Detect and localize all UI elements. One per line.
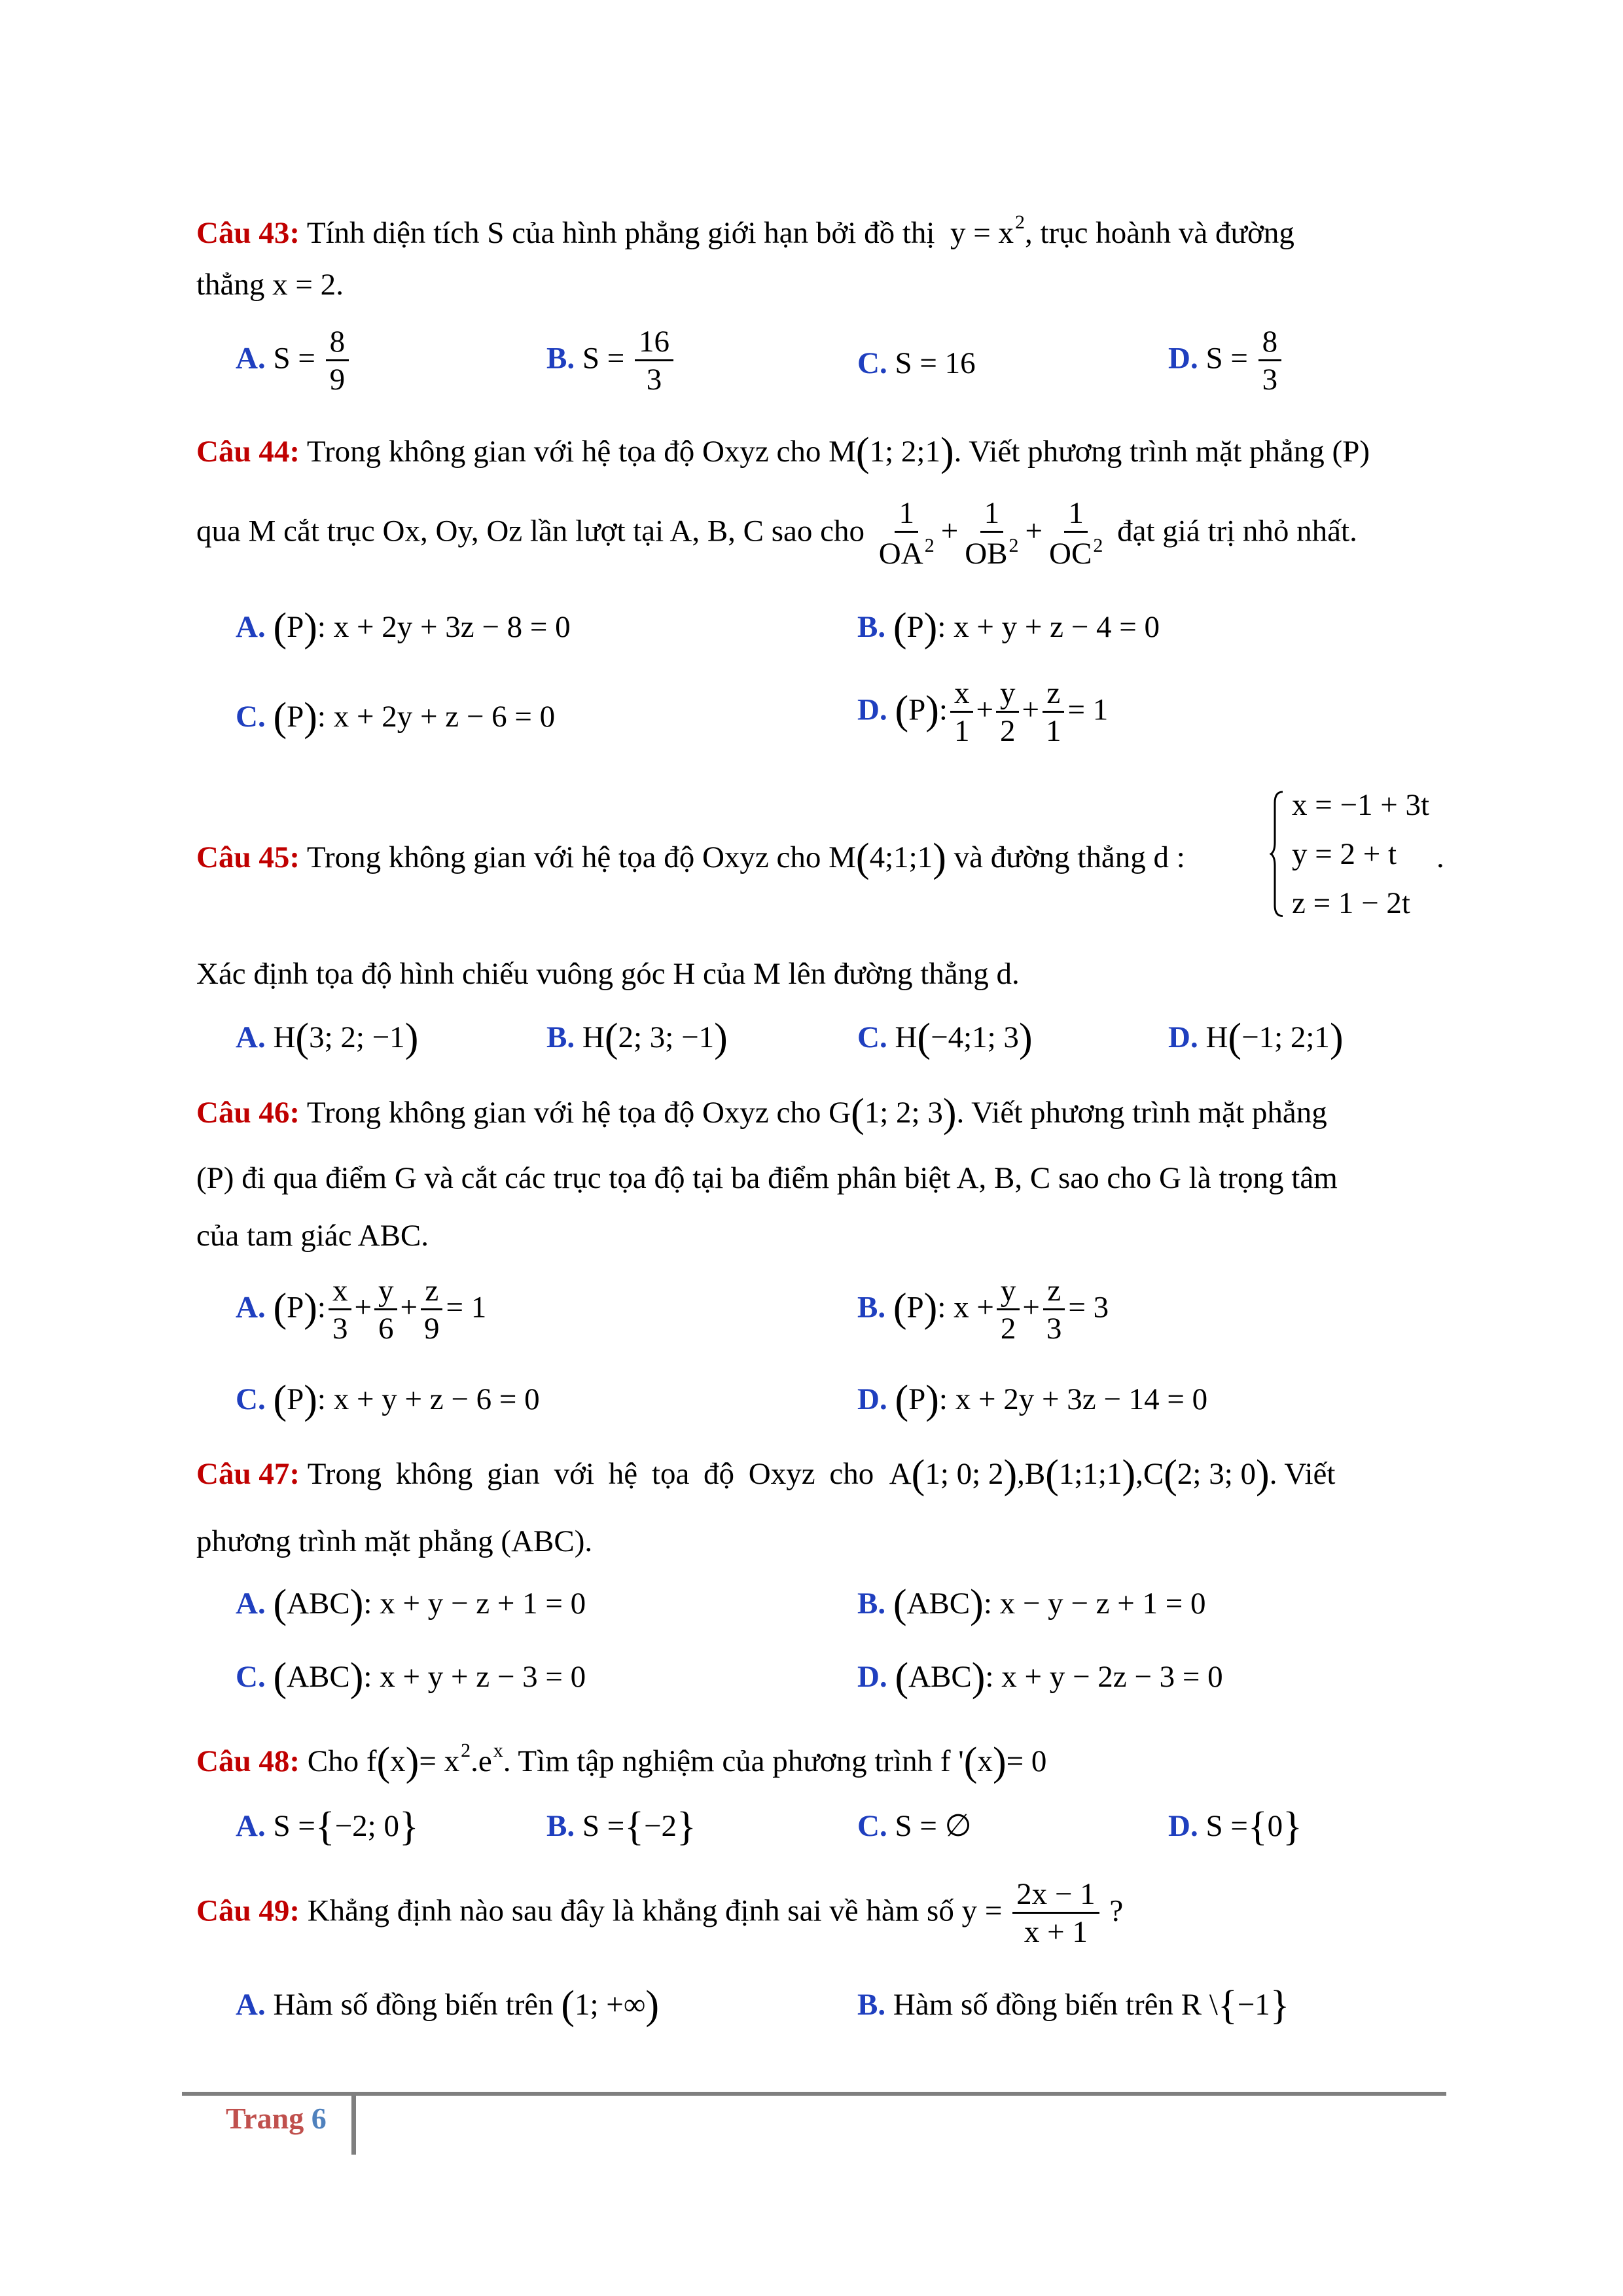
fraction: $\frac{z}{9}$ (420, 1275, 444, 1346)
q45-line2 (196, 954, 1020, 994)
q49-line1 (196, 1878, 1123, 1949)
q43-line2 (196, 265, 344, 304)
q46-option-c[interactable]: C. (P): x + y + z − 6 = 0 (236, 1378, 540, 1422)
q47-option-a[interactable]: A. (ABC): x + y − z + 1 = 0 (236, 1582, 586, 1626)
brace-icon (1270, 791, 1285, 922)
q46-point: G(1; 2; 3) (829, 1091, 957, 1136)
q46-text1: Trong không gian với hệ tọa độ Oxyz cho (306, 1096, 821, 1130)
q44-text3: qua M cắt trục Ox, Oy, Oz lần lượt tại A, B, C sao cho (196, 514, 865, 548)
q49-option-a[interactable]: A. Hàm số đồng biến trên (1; +∞) (236, 1983, 659, 2028)
q45-text3: Xác định tọa độ hình chiếu vuông góc H của M lên đường thẳng d. (196, 957, 1020, 991)
option-text: : x + 2y + z − 6 = 0 (317, 700, 556, 734)
q47-line1 (196, 1452, 1440, 1497)
q46-option-a[interactable]: A. (P): $\frac{x}{3}$ + $\frac{y}{6}$ + $\frac{z}{9}$ = 1 (236, 1274, 487, 1346)
option-letter: B. (857, 1290, 886, 1325)
plus-sign: + (1025, 514, 1043, 548)
q44-line1 (196, 430, 1370, 475)
option-letter: C. (857, 1020, 887, 1054)
q43-option-d[interactable] (1168, 326, 1284, 397)
footer-vertical-bar (351, 2096, 356, 2155)
fraction: $\frac{z}{1}$ (1042, 677, 1065, 748)
option-letter: A. (236, 1290, 266, 1325)
q48-option-a[interactable]: A. S ={−2; 0} (236, 1804, 419, 1849)
q49-y: y = (961, 1893, 1003, 1928)
q44-option-b[interactable]: B. (P): x + y + z − 4 = 0 (857, 605, 1160, 650)
q45-option-a[interactable]: A. H(3; 2; −1) (236, 1016, 419, 1060)
q45-system: x = −1 + 3t y = 2 + t z = 1 − 2t (1270, 785, 1440, 926)
option-letter: A. (236, 610, 266, 644)
q44-option-d[interactable]: D. (P): $\frac{x}{1}$ + $\frac{y}{2}$ + $\frac{z}{1}$ = 1 (857, 676, 1109, 749)
q43-eq2: x = 2 (272, 268, 336, 302)
q47-option-c[interactable]: C. (ABC): x + y + z − 3 = 0 (236, 1655, 586, 1700)
fraction: $\frac{8}{9}$ (326, 326, 349, 397)
q44-option-c[interactable]: C. (P): x + 2y + z − 6 = 0 (236, 695, 556, 740)
q43-text1: Tính diện tích S của hình phẳng giới hạn bởi đồ thị (306, 216, 935, 250)
q47-text1: Trong không gian với hệ tọa độ Oxyz cho (307, 1457, 874, 1491)
q47-text2: . Viết (1269, 1457, 1336, 1491)
q43-option-a[interactable] (236, 326, 351, 397)
q48-option-b[interactable]: B. S ={−2} (546, 1804, 696, 1849)
q43-text3: thẳng (196, 268, 265, 302)
option-letter: A. (236, 1587, 266, 1621)
q47-option-b[interactable]: B. (ABC): x − y − z + 1 = 0 (857, 1582, 1206, 1626)
q44-frac-ob: $\frac{1}{OB^2}$ (965, 496, 1019, 571)
q48-text2: . Tìm tập nghiệm của phương trình (503, 1744, 933, 1778)
option-letter: D. (1168, 341, 1198, 376)
q46-text4: của tam giác ABC. (196, 1219, 429, 1253)
q44-text2: . Viết phương trình mặt phẳng (P) (954, 435, 1370, 469)
option-letter: B. (546, 1020, 575, 1054)
page-number: 6 (311, 2102, 327, 2135)
q47-label: Câu 47: (196, 1457, 300, 1491)
q47-text3: phương trình mặt phẳng (ABC). (196, 1524, 593, 1558)
q44-frac-oc: $\frac{1}{OC^2}$ (1049, 496, 1103, 571)
q43-option-c[interactable] (857, 344, 976, 383)
option-letter: A. (236, 1809, 266, 1843)
q48-line1 (196, 1731, 1046, 1782)
option-letter: A. (236, 1020, 266, 1054)
q44-point: M(1; 2;1) (829, 430, 954, 475)
q45-option-d[interactable]: D. H(−1; 2;1) (1168, 1016, 1344, 1060)
q44-line2 (196, 497, 1357, 571)
q47-line2 (196, 1522, 592, 1561)
option-letter: D. (857, 692, 887, 727)
q48-func: $f(x)= x^2.e^x$ (366, 1740, 503, 1784)
q43-option-b[interactable] (546, 326, 676, 397)
q46-line3 (196, 1216, 429, 1255)
q46-line2 (196, 1158, 1338, 1198)
option-text: S = 16 (895, 346, 976, 380)
q44-text4: đạt giá trị nhỏ nhất. (1117, 514, 1357, 548)
option-letter: D. (1168, 1020, 1198, 1054)
q45-line-name: d : (1153, 840, 1185, 874)
q45-text1: Trong không gian với hệ tọa độ Oxyz cho (306, 840, 821, 874)
option-letter: D. (1168, 1809, 1198, 1843)
page-footer (226, 2101, 327, 2136)
option-letter: C. (857, 1809, 887, 1843)
q45-label: Câu 45: (196, 840, 300, 874)
q48-option-d[interactable]: D. S ={0} (1168, 1804, 1302, 1849)
option-letter: B. (546, 341, 575, 376)
q43-label: Câu 43: (196, 216, 300, 250)
q47-points: A(1; 0; 2),B(1;1;1),C(2; 3; 0) (889, 1452, 1270, 1497)
option-text: : x + y + z − 4 = 0 (937, 610, 1160, 644)
q46-option-b[interactable]: B. (P): x + $\frac{y}{2}$ + $\frac{z}{3}$ = 3 (857, 1274, 1109, 1346)
q49-text2: ? (1109, 1893, 1124, 1928)
q44-label: Câu 44: (196, 435, 300, 469)
fraction: $\frac{16}{3}$ (635, 326, 673, 397)
q48-deriv: f '(x)= 0 (940, 1740, 1047, 1784)
option-letter: C. (236, 700, 266, 734)
option-letter: A. (236, 1988, 266, 2022)
q44-frac-oa: $\frac{1}{OA^2}$ (878, 496, 935, 571)
option-letter: D. (857, 1382, 887, 1416)
q46-option-d[interactable]: D. (P): x + 2y + 3z − 14 = 0 (857, 1378, 1208, 1422)
fraction: $\frac{y}{6}$ (374, 1275, 398, 1346)
option-letter: A. (236, 341, 266, 376)
plus-sign: + (940, 514, 959, 548)
footer-label: Trang (226, 2102, 304, 2135)
fraction: $\frac{8}{3}$ (1258, 326, 1282, 397)
q49-option-b[interactable]: B. Hàm số đồng biến trên R \{−1} (857, 1983, 1290, 2028)
q45-text2: và đường thẳng (954, 840, 1146, 874)
q48-option-c[interactable]: C. S = ∅ (857, 1809, 972, 1843)
option-letter: D. (857, 1660, 887, 1694)
q48-text1: Cho (307, 1744, 359, 1778)
option-letter: C. (236, 1660, 266, 1694)
fraction: $\frac{x}{3}$ (329, 1275, 352, 1346)
option-letter: B. (857, 1587, 886, 1621)
q46-label: Câu 46: (196, 1096, 300, 1130)
option-letter: C. (857, 346, 887, 380)
fraction: $\frac{y}{2}$ (996, 677, 1020, 748)
q45-point: M(4;1;1) (829, 836, 946, 880)
fraction: $\frac{y}{2}$ (997, 1275, 1020, 1346)
q49-fraction: $\frac{2x - 1}{x + 1}$ (1012, 1878, 1099, 1949)
q43-text2: , trục hoành và đường (1024, 216, 1294, 250)
q49-label: Câu 49: (196, 1893, 300, 1928)
q43-eq: $y = x^2$ (950, 211, 1025, 250)
q48-label: Câu 48: (196, 1744, 300, 1778)
q43-text4: . (336, 268, 344, 302)
option-prefix: S = (582, 341, 625, 376)
option-letter: B. (857, 610, 886, 644)
option-text: : x + 2y + 3z − 8 = 0 (317, 610, 571, 644)
fraction: $\frac{z}{3}$ (1043, 1275, 1066, 1346)
option-letter: B. (857, 1988, 886, 2022)
q45-option-b[interactable]: B. H(2; 3; −1) (546, 1016, 728, 1060)
q45-line1: Câu 45: Trong không gian với hệ tọa độ Oxyz cho M(4;1;1) và đường thẳng d : x = −1 + 3t y = 2 + t z = 1 − 2t . (196, 785, 1440, 929)
q46-text3: (P) đi qua điểm G và cắt các trục tọa độ tại ba điểm phân biệt A, B, C sao cho G là trọng tâm (196, 1161, 1338, 1195)
q44-option-a[interactable]: A. (P): x + 2y + 3z − 8 = 0 (236, 605, 571, 650)
footer-divider (182, 2092, 1446, 2096)
option-prefix: S = (273, 341, 315, 376)
q46-text2: . Viết phương trình mặt phẳng (956, 1096, 1327, 1130)
q49-text1: Khẳng định nào sau đây là khẳng định sai về hàm số (307, 1893, 954, 1928)
q46-line1 (196, 1091, 1327, 1136)
q47-option-d[interactable]: D. (ABC): x + y − 2z − 3 = 0 (857, 1655, 1223, 1700)
q44-text1: Trong không gian với hệ tọa độ Oxyz cho (306, 435, 821, 469)
q45-option-c[interactable]: C. H(−4;1; 3) (857, 1016, 1033, 1060)
option-letter: B. (546, 1809, 575, 1843)
option-prefix: S = (1205, 341, 1248, 376)
option-letter: C. (236, 1382, 266, 1416)
fraction: $\frac{x}{1}$ (950, 677, 974, 748)
q43-line1 (196, 203, 1294, 253)
